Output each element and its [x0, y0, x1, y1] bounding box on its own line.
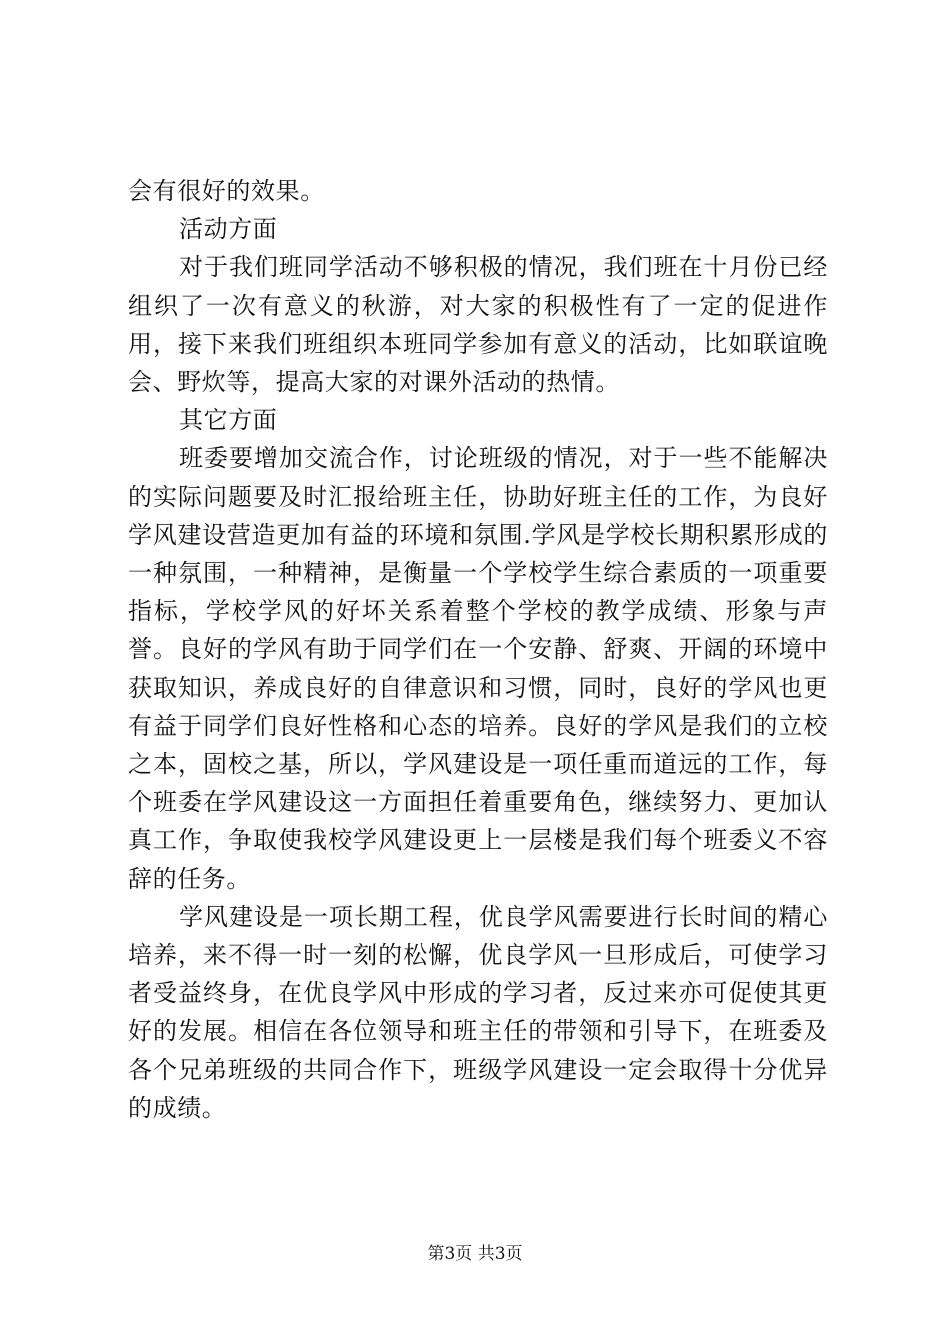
paragraph-other: 班委要增加交流合作，讨论班级的情况，对于一些不能解决的实际问题要及时汇报给班主任，协助好班主任的工作，为良好学风建设营造更加有益的环境和氛围.学风是学校长期积累形成的一种氛围，一种精神，是衡量一个学校学生综合素质的一项重要指标，学校学风的好坏关系着整个学校的教学成绩、形象与声誉。良好的学风有助于同学们在一个安静、舒爽、开阔的环境中获取知识，养成良好的自律意识和习惯，同时，良好的学风也更有益于同学们良好性格和心态的培养。良好的学风是我们的立校之本，固校之基，所以，学风建设是一项任重而道远的工作，每个班委在学风建设这一方面担任着重要角色，继续努力、更加认真工作，争取使我校学风建设更上一层楼是我们每个班委义不容辞的任务。: [128, 444, 828, 893]
page-footer: [0, 1242, 950, 1266]
page-number-label: 第3页 共3页: [427, 1244, 523, 1264]
paragraph-activities: 对于我们班同学活动不够积极的情况，我们班在十月份已经组织了一次有意义的秋游，对大家的积极性有了一定的促进作用，接下来我们班组织本班同学参加有意义的活动，比如联谊晚会、野炊等，提高大家的对课外活动的热情。: [128, 253, 828, 397]
paragraph-conclusion: 学风建设是一项长期工程，优良学风需要进行长时间的精心培养，来不得一时一刻的松懈，优良学风一旦形成后，可使学习者受益终身，在优良学风中形成的学习者，反过来亦可促使其更好的发展。相信在各位领导和班主任的带领和引导下，在班委及各个兄弟班级的共同合作下，班级学风建设一定会取得十分优异的成绩。: [128, 902, 828, 1122]
section-heading-other: 其它方面: [179, 406, 278, 435]
document-body: [128, 172, 828, 1127]
section-heading-activities: 活动方面: [179, 215, 278, 244]
paragraph-continuation: 会有很好的效果。: [128, 177, 325, 205]
